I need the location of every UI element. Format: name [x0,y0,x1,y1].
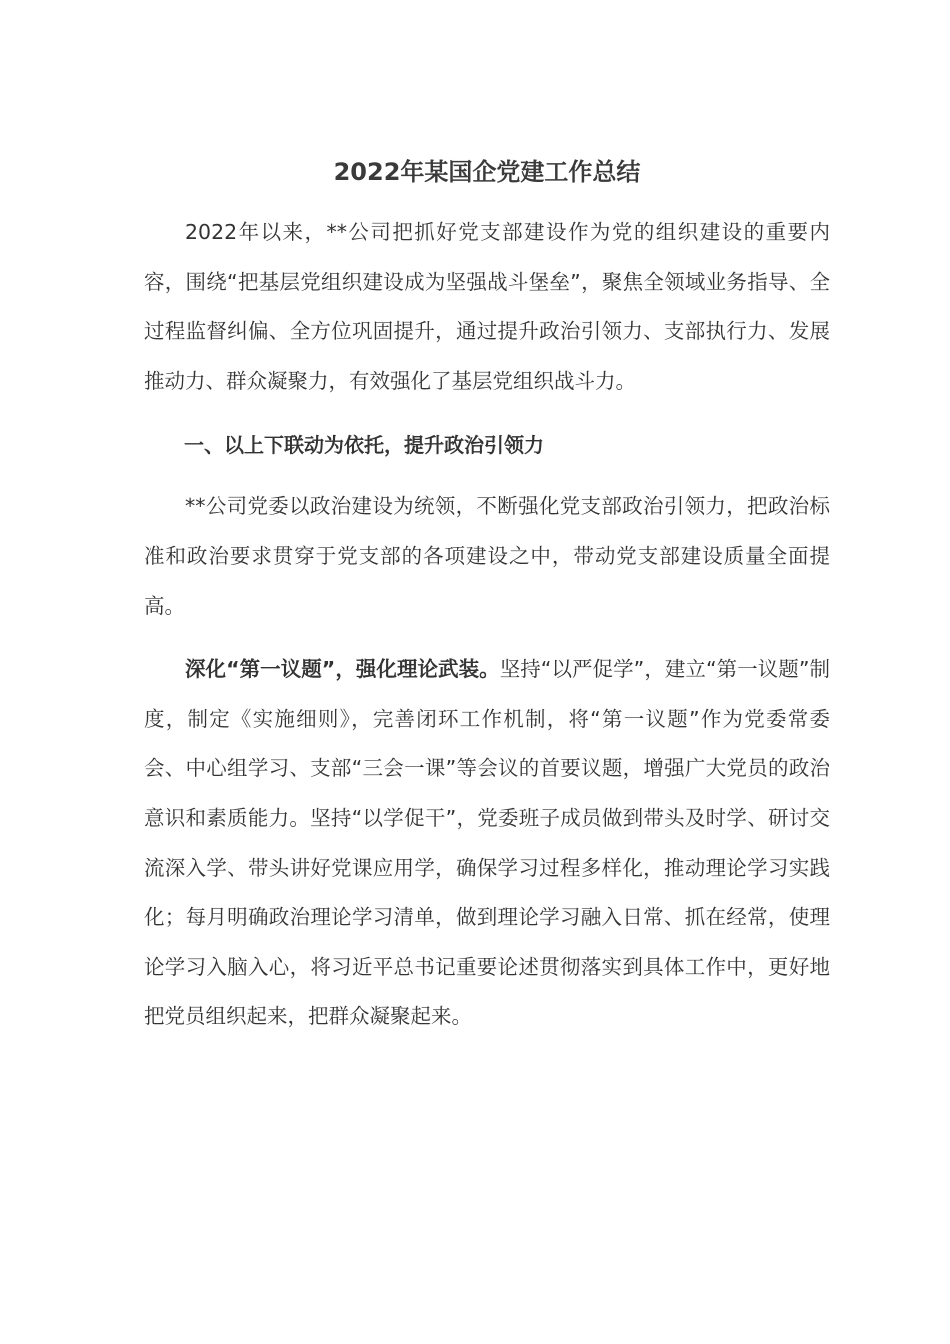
section-heading: 一、以上下联动为依托，提升政治引领力 [184,433,544,458]
subsection-paragraph [144,645,830,1042]
subsection-lead: 深化“第一议题”，强化理论武装。 [185,657,500,682]
document-page [144,140,830,1042]
section-paragraph: **公司党委以政治建设为统领，不断强化党支部政治引领力，把政治标准和政治要求贯穿于党支部的各项建设之中，带动党支部建设质量全面提高。 [144,494,830,618]
intro-paragraph: 2022年以来，**公司把抓好党支部建设作为党的组织建设的重要内容，围绕“把基层党组织建设成为坚强战斗堡垒”，聚焦全领域业务指导、全过程监督纠偏、全方位巩固提升，通过提升政治引领力、支部执行力、发展推动力、群众凝聚力，有效强化了基层党组织战斗力。 [144,220,830,393]
document-title: 2022年某国企党建工作总结 [333,158,641,186]
subsection-body: 坚持“以严促学”，建立“第一议题”制度，制定《实施细则》，完善闭环工作机制，将“第一议题”作为党委常委会、中心组学习、支部“三会一课”等会议的首要议题，增强广大党员的政治意识和素质能力。坚持“以学促干”，党委班子成员做到带头及时学、研讨交流深入学、带头讲好党课应用学，确保学习过程多样化，推动理论学习实践化；每月明确政治理论学习清单，做到理论学习融入日常、抓在经常，使理论学习入脑入心，将习近平总书记重要论述贯彻落实到具体工作中，更好地把党员组织起来，把群众凝聚起来。 [144,657,830,1029]
